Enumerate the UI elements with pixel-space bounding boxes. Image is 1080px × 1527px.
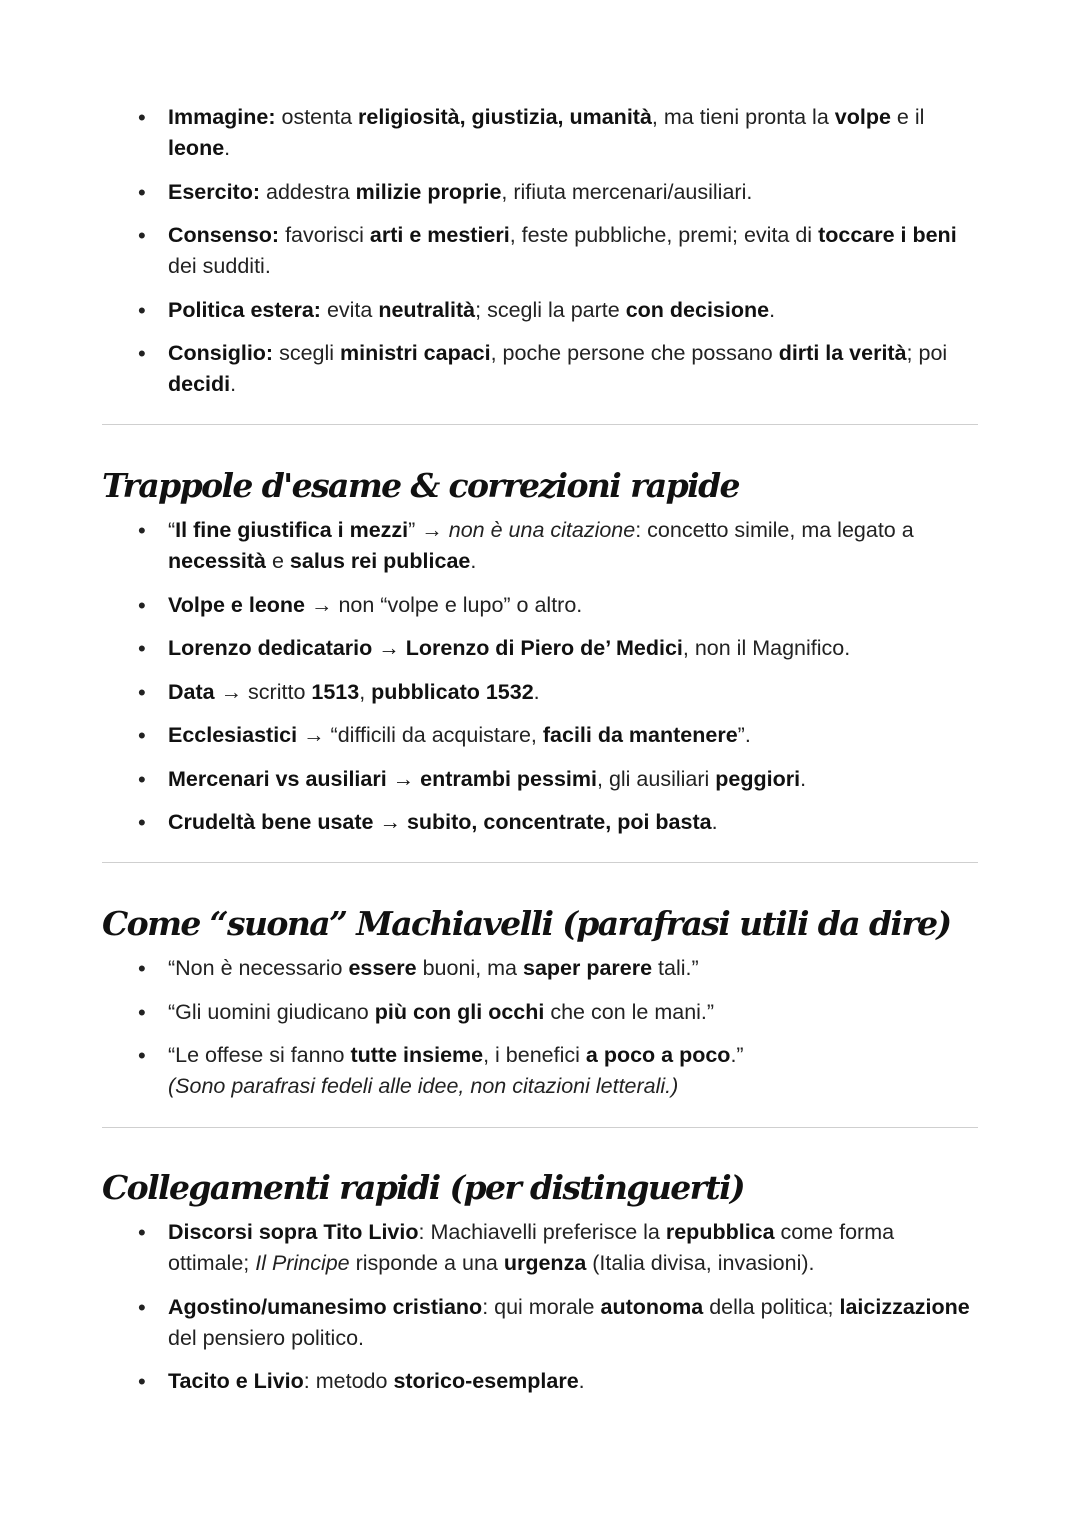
list-item: • Data → scritto 1513, pubblicato 1532.	[0, 677, 1080, 708]
top-bullet-list	[0, 102, 1080, 400]
suona-bullet-list	[0, 953, 1080, 1102]
bold-text: Tacito e Livio	[168, 1369, 304, 1393]
italic-text: (Sono parafrasi fedeli alle idee, non citazioni letterali.)	[168, 1074, 679, 1098]
bold-text: tutte insieme	[350, 1043, 484, 1067]
bold-text: repubblica	[665, 1220, 775, 1244]
bold-text: Politica estera:	[168, 297, 321, 322]
bold-text: Consiglio:	[168, 341, 274, 365]
bold-text: Ecclesiastici	[168, 723, 298, 747]
list-item: • “Le offese si fanno tutte insieme, i benefici a poco a poco.” (Sono parafrasi fedeli alle idee, non citazioni letterali.)	[0, 1040, 1080, 1102]
bold-text: necessità	[168, 549, 267, 573]
list-item: • Volpe e leone → non “volpe e lupo” o altro.	[0, 590, 1080, 621]
bold-text: Il fine giustifica i mezzi	[175, 518, 409, 542]
collegamenti-bullet-list	[0, 1217, 1080, 1397]
list-item: • Tacito e Livio: metodo storico-esemplare.	[0, 1366, 1080, 1397]
bold-text: laicizzazione	[839, 1294, 970, 1319]
list-item: • Discorsi sopra Tito Livio: Machiavelli preferisce la repubblica come forma ottimale; Il Principe risponde a una urgenza (Italia divisa, invasioni).	[0, 1217, 1080, 1279]
bold-text: 1513	[311, 679, 360, 704]
italic-text: Il Principe	[255, 1251, 350, 1275]
bold-text: neutralità	[378, 297, 476, 322]
list-item: • Consiglio: scegli ministri capaci, poche persone che possano dirti la verità; poi decidi.	[0, 338, 1080, 400]
bold-text: Esercito:	[168, 179, 261, 204]
section-title-collegamenti: Collegamenti rapidi (per distinguerti)	[102, 1168, 745, 1207]
bold-text: Crudeltà bene usate → subito, concentrate, poi basta	[168, 810, 712, 834]
bold-text: essere	[348, 956, 417, 980]
bold-text: saper parere	[522, 956, 653, 980]
italic-text: non è una citazione	[448, 518, 636, 542]
bold-text: pubblicato 1532	[371, 679, 534, 704]
list-item: • Ecclesiastici → “difficili da acquistare, facili da mantenere”.	[0, 720, 1080, 751]
bold-text: Mercenari vs ausiliari → entrambi pessimi	[168, 766, 597, 791]
list-item: • Crudeltà bene usate → subito, concentrate, poi basta.	[0, 807, 1080, 838]
list-item: • Mercenari vs ausiliari → entrambi pessimi, gli ausiliari peggiori.	[0, 764, 1080, 795]
bold-text: arti e mestieri	[369, 223, 510, 247]
bold-text: facili da mantenere	[542, 723, 738, 747]
bold-text: Volpe e leone	[168, 592, 305, 617]
bold-text: Agostino/umanesimo cristiano	[168, 1294, 483, 1319]
bold-text: religiosità, giustizia, umanità	[358, 105, 652, 129]
bold-text: Consenso:	[168, 223, 280, 247]
list-item: • Consenso: favorisci arti e mestieri, feste pubbliche, premi; evita di toccare i beni dei sudditi.	[0, 220, 1080, 282]
section-title-trappole: Trappole d'esame & correzioni rapide	[102, 466, 739, 505]
bold-text: con decisione	[625, 297, 770, 322]
bold-text: leone	[168, 136, 225, 160]
section-title-suona: Come “suona” Machiavelli (parafrasi utili da dire)	[102, 904, 951, 943]
bold-text: ministri capaci	[340, 341, 491, 365]
bold-text: milizie proprie	[355, 179, 502, 204]
divider	[102, 424, 978, 425]
bold-text: dirti la verità	[778, 341, 907, 365]
divider	[102, 862, 978, 863]
bold-text: Immagine:	[168, 105, 276, 129]
bold-text: Data	[168, 679, 215, 704]
bold-text: peggiori	[715, 766, 801, 791]
bold-text: toccare i beni	[818, 223, 957, 247]
list-item: • Agostino/umanesimo cristiano: qui morale autonoma della politica; laicizzazione del pensiero politico.	[0, 1292, 1080, 1354]
bold-text: salus rei publicae	[289, 549, 471, 573]
bold-text: Lorenzo dedicatario → Lorenzo di Piero de’ Medici	[168, 636, 683, 660]
bold-text: storico-esemplare	[393, 1369, 579, 1393]
trappole-bullet-list	[0, 515, 1080, 838]
list-item: • “Il fine giustifica i mezzi” → non è una citazione: concetto simile, ma legato a necessità e salus rei publicae.	[0, 515, 1080, 577]
list-item: • “Gli uomini giudicano più con gli occhi che con le mani.”	[0, 997, 1080, 1028]
list-item: • Lorenzo dedicatario → Lorenzo di Piero de’ Medici, non il Magnifico.	[0, 633, 1080, 664]
bold-text: urgenza	[503, 1251, 587, 1275]
divider	[102, 1127, 978, 1128]
bold-text: decidi	[168, 372, 231, 396]
bold-text: autonoma	[600, 1294, 704, 1319]
bold-text: a poco a poco	[585, 1043, 731, 1067]
list-item: • Esercito: addestra milizie proprie, rifiuta mercenari/ausiliari.	[0, 177, 1080, 208]
list-item: • “Non è necessario essere buoni, ma saper parere tali.”	[0, 953, 1080, 984]
list-item: • Politica estera: evita neutralità; scegli la parte con decisione.	[0, 295, 1080, 326]
bold-text: più con gli occhi	[374, 999, 545, 1024]
list-item: • Immagine: ostenta religiosità, giustizia, umanità, ma tieni pronta la volpe e il leone.	[0, 102, 1080, 164]
bold-text: volpe	[834, 105, 891, 129]
bold-text: Discorsi sopra Tito Livio	[168, 1220, 419, 1244]
